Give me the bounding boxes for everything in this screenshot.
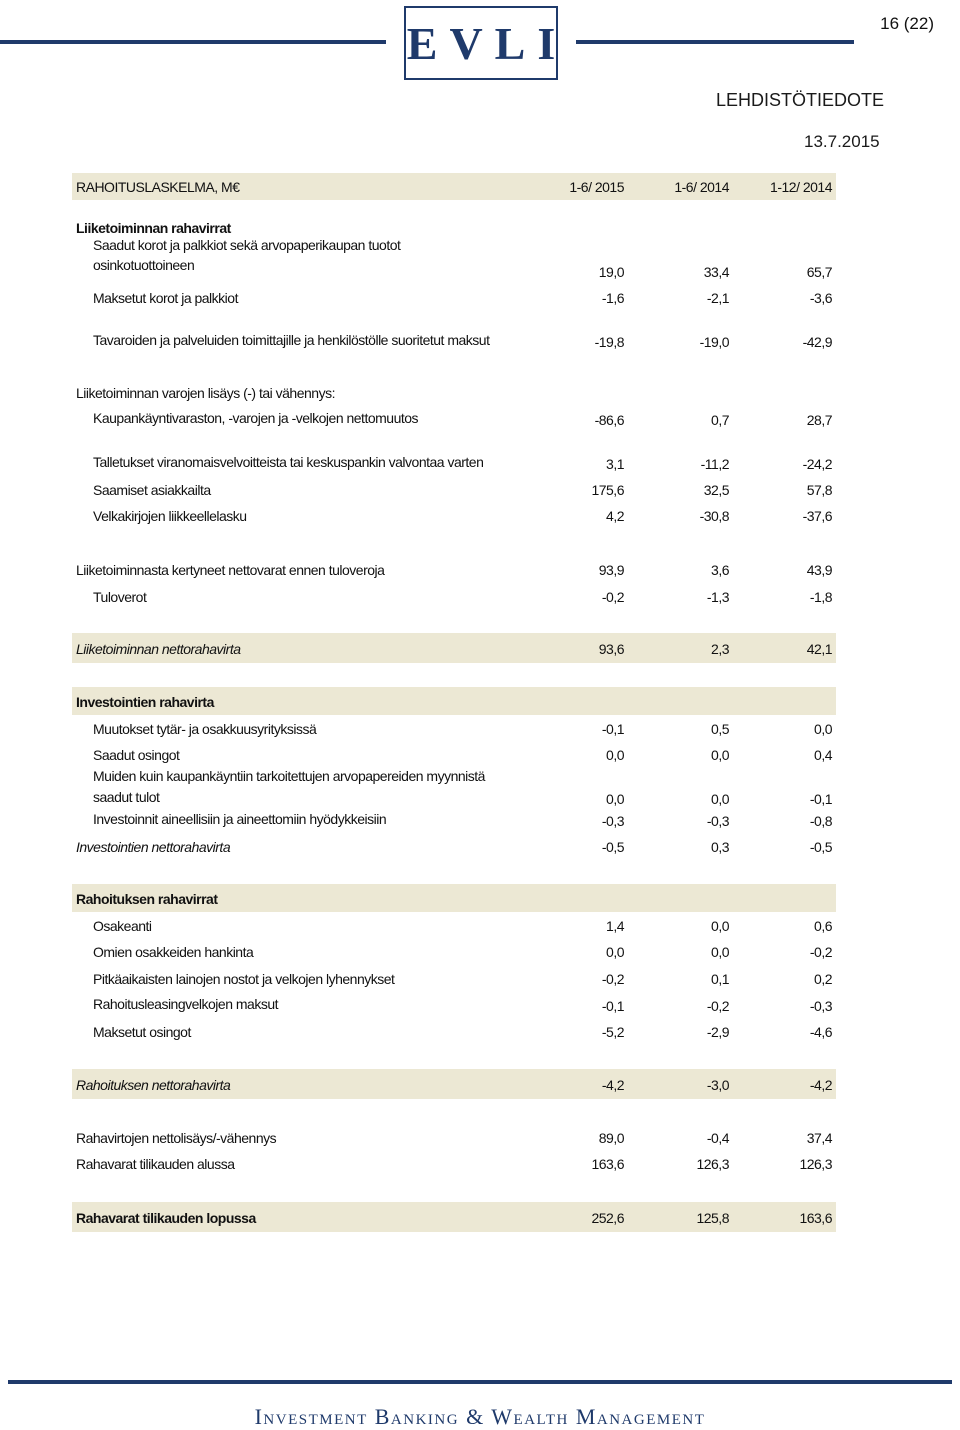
value-h1-2015: 3,1 bbox=[606, 456, 624, 472]
section-heading-investing bbox=[72, 687, 836, 715]
total-row-closing-cash bbox=[72, 1202, 836, 1232]
section-heading-financing bbox=[72, 884, 836, 912]
value-h1-2015: -86,6 bbox=[594, 412, 624, 428]
row-label: Investoinnit aineellisiin ja aineettomiin hyödykkeisiin bbox=[93, 811, 387, 827]
subtotal-row-financing bbox=[72, 1069, 836, 1099]
value-h1-2015: 0,0 bbox=[606, 944, 624, 960]
row-label: Pitkäaikaisten lainojen nostot ja velkojen lyhennykset bbox=[93, 971, 395, 987]
value-h1-2014: -2,9 bbox=[706, 1024, 729, 1040]
value-h1-2015: -0,3 bbox=[601, 813, 624, 829]
value-fy-2014: 0,6 bbox=[814, 918, 832, 934]
value-fy-2014: 28,7 bbox=[806, 412, 832, 428]
row-label-line-1: Saadut korot ja palkkiot sekä arvopaperikaupan tuotot bbox=[93, 237, 401, 253]
value-fy-2014: 163,6 bbox=[799, 1210, 832, 1226]
value-fy-2014: -3,6 bbox=[809, 290, 832, 306]
value-h1-2014: 0,3 bbox=[711, 839, 729, 855]
value-fy-2014: 0,0 bbox=[814, 721, 832, 737]
value-h1-2015: -4,2 bbox=[601, 1077, 624, 1093]
value-h1-2015: 93,9 bbox=[598, 562, 624, 578]
row-label: Kaupankäyntivaraston, -varojen ja -velkojen nettomuutos bbox=[93, 410, 419, 426]
value-fy-2014: 37,4 bbox=[806, 1130, 832, 1146]
row-label-line-2: saadut tulot bbox=[93, 789, 160, 805]
value-h1-2015: -0,5 bbox=[601, 839, 624, 855]
row-label: Rahoituksen nettorahavirta bbox=[76, 1077, 231, 1093]
value-fy-2014: -37,6 bbox=[802, 508, 832, 524]
value-fy-2014: 57,8 bbox=[806, 482, 832, 498]
header-rule-right bbox=[576, 40, 854, 44]
subtotal-row-operating bbox=[72, 633, 836, 663]
value-h1-2014: -0,3 bbox=[706, 813, 729, 829]
value-h1-2015: 0,0 bbox=[606, 791, 624, 807]
value-h1-2015: 89,0 bbox=[598, 1130, 624, 1146]
column-header-h1-2014: 1-6/ 2014 bbox=[674, 179, 729, 195]
value-h1-2015: -0,1 bbox=[601, 721, 624, 737]
page-number: 16 (22) bbox=[880, 14, 934, 33]
header-rule-left bbox=[0, 40, 386, 44]
value-h1-2014: -19,0 bbox=[699, 334, 729, 350]
value-h1-2014: -11,2 bbox=[700, 456, 729, 472]
value-fy-2014: 126,3 bbox=[799, 1156, 832, 1172]
value-fy-2014: -0,1 bbox=[809, 791, 832, 807]
row-label: Velkakirjojen liikkeellelasku bbox=[93, 508, 247, 524]
row-label: Maksetut korot ja palkkiot bbox=[93, 290, 238, 306]
row-label: Talletukset viranomaisvelvoitteista tai keskuspankin valvontaa varten bbox=[93, 454, 484, 470]
row-label: Liiketoiminnan varojen lisäys (-) tai vähennys: bbox=[76, 385, 335, 401]
value-fy-2014: -0,3 bbox=[809, 998, 832, 1014]
row-label: Omien osakkeiden hankinta bbox=[93, 944, 254, 960]
row-label-line-2: osinkotuottoineen bbox=[93, 257, 195, 273]
value-h1-2015: -1,6 bbox=[601, 290, 624, 306]
value-h1-2014: 0,0 bbox=[711, 747, 729, 763]
row-label: Rahoitusleasingvelkojen maksut bbox=[93, 996, 278, 1012]
value-h1-2015: 19,0 bbox=[598, 264, 624, 280]
value-h1-2015: -0,2 bbox=[601, 971, 624, 987]
row-label: Liiketoiminnasta kertyneet nettovarat ennen tuloveroja bbox=[76, 562, 385, 578]
footer-rule bbox=[8, 1380, 952, 1384]
value-h1-2015: 93,6 bbox=[598, 641, 624, 657]
value-h1-2014: -1,3 bbox=[706, 589, 729, 605]
value-fy-2014: -24,2 bbox=[802, 456, 832, 472]
row-label: Tavaroiden ja palveluiden toimittajille ja henkilöstölle suoritetut maksut bbox=[93, 332, 490, 348]
value-h1-2015: -0,1 bbox=[601, 998, 624, 1014]
row-label: Osakeanti bbox=[93, 918, 152, 934]
value-h1-2014: 2,3 bbox=[711, 641, 729, 657]
evli-logo bbox=[404, 6, 568, 80]
value-h1-2015: 1,4 bbox=[606, 918, 624, 934]
value-h1-2014: -0,2 bbox=[706, 998, 729, 1014]
row-label: Rahavarat tilikauden lopussa bbox=[76, 1210, 256, 1226]
row-label: Investointien nettorahavirta bbox=[76, 839, 231, 855]
logo-text: EVLI bbox=[406, 17, 568, 69]
value-h1-2015: 163,6 bbox=[591, 1156, 624, 1172]
row-label bbox=[93, 768, 485, 805]
row-label bbox=[93, 237, 400, 273]
document-date: 13.7.2015 bbox=[804, 132, 880, 151]
row-label: Saamiset asiakkailta bbox=[93, 482, 211, 498]
value-fy-2014: -0,2 bbox=[809, 944, 832, 960]
value-fy-2014: 65,7 bbox=[806, 264, 832, 280]
value-h1-2015: 252,6 bbox=[591, 1210, 624, 1226]
row-label: Liiketoiminnan rahavirrat bbox=[76, 220, 231, 236]
value-h1-2015: -19,8 bbox=[594, 334, 624, 350]
column-header-fy-2014: 1-12/ 2014 bbox=[770, 179, 832, 195]
value-h1-2014: 126,3 bbox=[696, 1156, 729, 1172]
value-h1-2014: -30,8 bbox=[699, 508, 729, 524]
value-h1-2014: 125,8 bbox=[696, 1210, 729, 1226]
value-h1-2014: 0,1 bbox=[711, 971, 729, 987]
row-label: Muutokset tytär- ja osakkuusyrityksissä bbox=[93, 721, 317, 737]
footer-tagline: Investment Banking & Wealth Management bbox=[254, 1404, 706, 1429]
value-h1-2014: 32,5 bbox=[703, 482, 729, 498]
value-h1-2015: -0,2 bbox=[601, 589, 624, 605]
value-h1-2015: 175,6 bbox=[591, 482, 624, 498]
value-fy-2014: -0,5 bbox=[809, 839, 832, 855]
row-label: Rahoituksen rahavirrat bbox=[76, 891, 218, 907]
row-label: Liiketoiminnan nettorahavirta bbox=[76, 641, 241, 657]
value-fy-2014: -42,9 bbox=[802, 334, 832, 350]
table-title: RAHOITUSLASKELMA, M€ bbox=[76, 179, 240, 195]
row-label-line-1: Muiden kuin kaupankäyntiin tarkoitettujen arvopapereiden myynnistä bbox=[93, 768, 485, 784]
value-h1-2014: 0,7 bbox=[711, 412, 729, 428]
value-fy-2014: 43,9 bbox=[806, 562, 832, 578]
row-label: Tuloverot bbox=[93, 589, 147, 605]
document-type: LEHDISTÖTIEDOTE bbox=[716, 90, 885, 110]
row-label: Investointien rahavirta bbox=[76, 694, 214, 710]
value-h1-2015: 4,2 bbox=[606, 508, 624, 524]
value-fy-2014: -1,8 bbox=[809, 589, 832, 605]
value-h1-2015: 0,0 bbox=[606, 747, 624, 763]
row-label: Saadut osingot bbox=[93, 747, 180, 763]
row-label: Maksetut osingot bbox=[93, 1024, 191, 1040]
value-fy-2014: -4,6 bbox=[809, 1024, 832, 1040]
value-h1-2014: -2,1 bbox=[706, 290, 729, 306]
value-h1-2015: -5,2 bbox=[601, 1024, 624, 1040]
row-label: Rahavirtojen nettolisäys/-vähennys bbox=[76, 1130, 277, 1146]
value-fy-2014: 0,4 bbox=[814, 747, 832, 763]
value-h1-2014: -3,0 bbox=[706, 1077, 729, 1093]
value-h1-2014: 0,0 bbox=[711, 944, 729, 960]
table-header-row bbox=[72, 173, 836, 200]
row-label: Rahavarat tilikauden alussa bbox=[76, 1156, 235, 1172]
value-fy-2014: 42,1 bbox=[806, 641, 832, 657]
value-fy-2014: 0,2 bbox=[814, 971, 832, 987]
value-h1-2014: -0,4 bbox=[706, 1130, 729, 1146]
value-h1-2014: 0,5 bbox=[711, 721, 729, 737]
value-fy-2014: -0,8 bbox=[809, 813, 832, 829]
value-h1-2014: 3,6 bbox=[711, 562, 729, 578]
value-h1-2014: 0,0 bbox=[711, 791, 729, 807]
value-h1-2014: 33,4 bbox=[703, 264, 729, 280]
value-fy-2014: -4,2 bbox=[809, 1077, 832, 1093]
value-h1-2014: 0,0 bbox=[711, 918, 729, 934]
column-header-h1-2015: 1-6/ 2015 bbox=[569, 179, 624, 195]
